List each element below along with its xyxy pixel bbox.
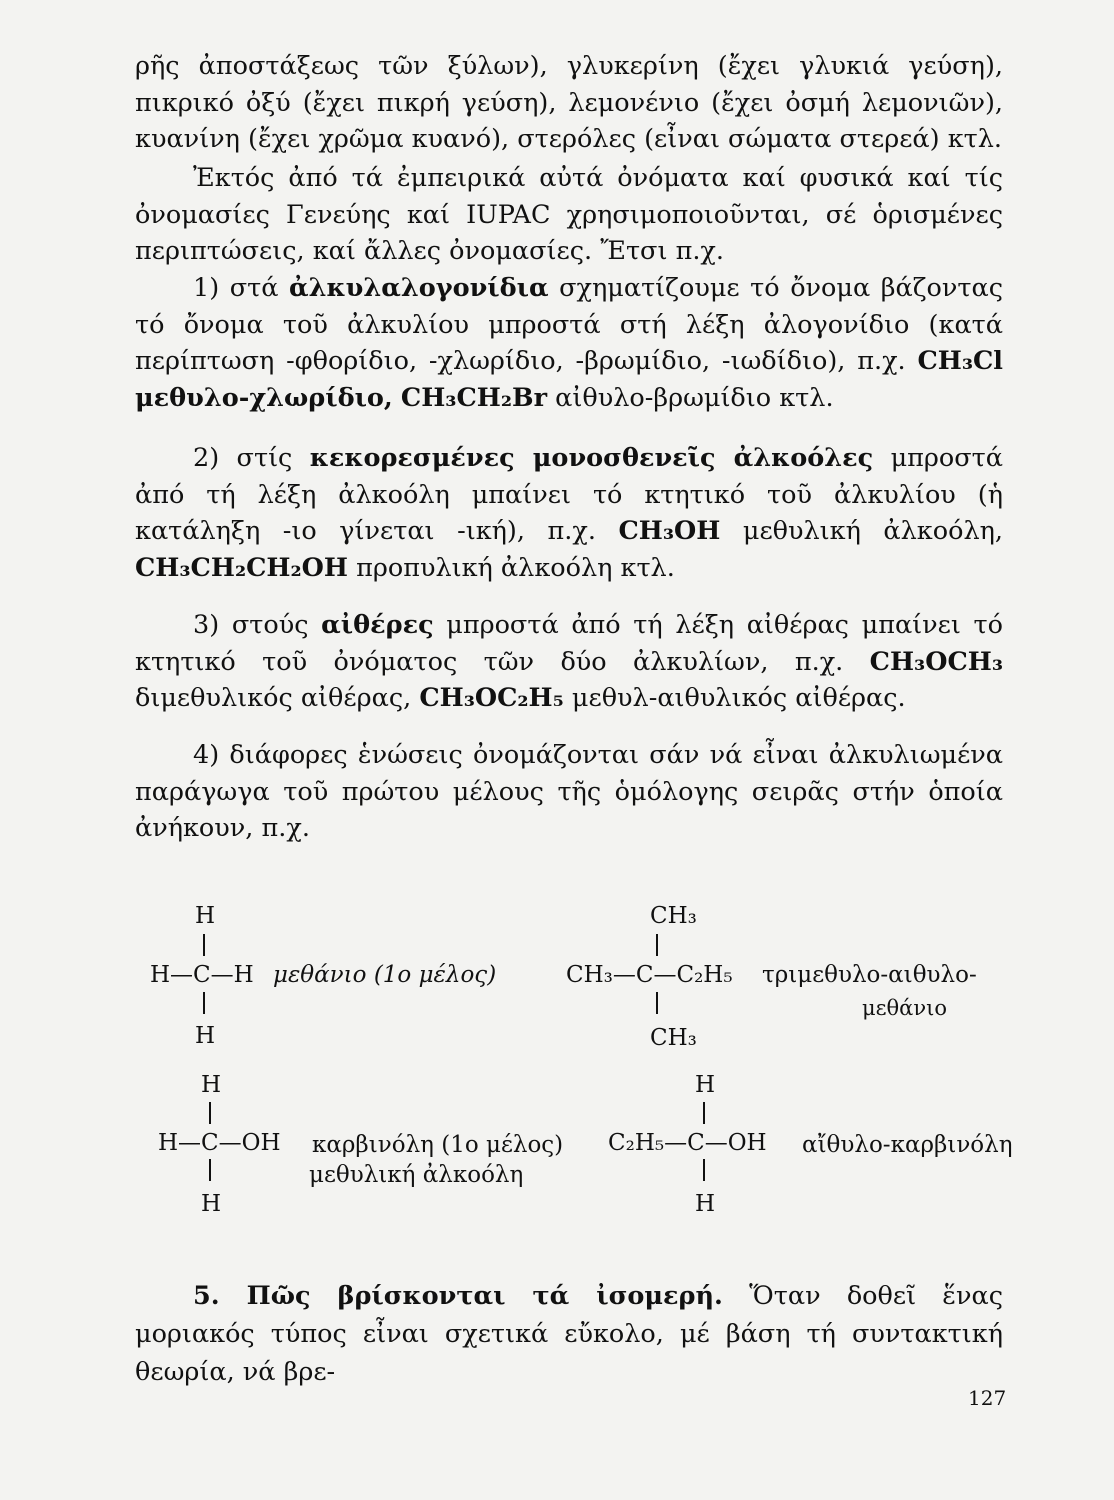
formula-dimethyl-ether: CH₃OCH₃	[869, 646, 1003, 677]
term-ethers: αἰθέρες	[321, 610, 434, 640]
paragraph-text: ρῆς ἀποστάξεως τῶν ξύλων), γλυκερίνη (ἔχει γλυκιά γεύση), πικρικό ὀξύ (ἔχει πικρή γεύση), λεμονένιο (ἔχει ὀσμή λεμονιῶν), κυανίνη (ἔχει χρῶμα κυανό), στερόλες (εἶναι σώματα στερεά) κτλ.	[135, 51, 1003, 154]
bond-line	[203, 934, 205, 956]
paragraph-continuation	[135, 48, 1003, 158]
item-alkylated-derivatives: 4) διάφορες ἑνώσεις ὀνομάζονται σάν νά εἶναι ἀλκυλιωμένα παράγωγα τοῦ πρώτου μέλους τῆς ὁμόλογης σειρᾶς στήν ὁποία ἀνήκουν, π.χ.	[135, 740, 1003, 843]
paragraph-text: Ἐκτός ἀπό τά ἐμπειρικά αὐτά ὀνόματα καί φυσικά καί τίς ὀνομασίες Γενεύης καί IUPAC χρησιμοποιοῦνται, σέ ὁρισμένες περιπτώσεις, καί ἄλλες ὀνομασίες. Ἔτσι π.χ.	[135, 163, 1003, 266]
item-ethers: 3) στούς αἰθέρες μπροστά ἀπό τή λέξη αἰθέρας μπαίνει τό κτητικό τοῦ ὀνόματος τῶν δύο ἀλκυλίων, π.χ. CH₃OCH₃ διμεθυλικός αἰθέρας, CH₃OC₂H₅ μεθυλ-αιθυλικός αἰθέρας.	[135, 610, 1003, 713]
book-page: ρῆς ἀποστάξεως τῶν ξύλων), γλυκερίνη (ἔχει γλυκιά γεύση), πικρικό ὀξύ (ἔχει πικρή γεύση), λεμονένιο (ἔχει ὀσμή λεμονιῶν), κυανίνη (ἔχει χρῶμα κυανό), στερόλες (εἶναι σώματα στερεά) κτλ. Ἐκτός ἀπό τά ἐμπειρικά αὐτά ὀνόματα καί φυσικά καί τίς ὀνομασίες Γενεύης καί IUPAC χρησιμοποιοῦνται, σέ ὁρισμένες περιπτώσεις, καί ἄλλες ὀνομασίες. Ἔτσι π.χ. 1) στά ἀλκυλαλογονίδια σχηματίζουμε τό ὄνομα βάζοντας τό ὄνομα τοῦ ἀλκυλίου μπροστά στή λέξη ἀλογονίδιο (κατά περίπτωση -φθορίδιο, -χλωρίδιο, -βρωμίδιο, -ιωδίδιο), π.χ. CH₃Cl μεθυλο-χλωρίδιο, CH₃CH₂Br αἰθυλο-βρωμίδιο κτλ. 2) στίς κεκορεσμένες μονοσθενεῖς ἀλκοόλες μπροστά ἀπό τή λέξη ἀλκοόλη μπαίνει τό κτητικό τοῦ ἀλκυλίου (ἡ κατάληξη -ιο γίνεται -ική), π.χ. CH₃OH μεθυλική ἀλκοόλη, CH₃CH₂CH₂OH προπυλική ἀλκοόλη κτλ. 3) στούς αἰθέρες μπροστά ἀπό τή λέξη αἰθέρας μπαίνει τό κτητικό τοῦ ὀνόματος τῶν δύο ἀλκυλίων, π.χ. CH₃OCH₃ διμεθυλικός αἰθέρας, CH₃OC₂H₅ μεθυλ-αιθυλικός αἰθέρας. 4) διάφορες ἑνώσεις ὀνομάζονται σάν νά εἶναι ἀλκυλιωμένα παράγωγα τοῦ πρώτου μέλους τῆς ὁμόλογης σειρᾶς στήν ὁποία ἀνήκουν, π.χ. H H—C—H μεθάνιο (1ο μέλος) H CH₃ CH₃—C—C₂H₅ τριμεθυλο-αιθυλο- μεθάνιο CH₃ H H—C—OH καρβινόλη (1ο μέλος) μεθυλική ἀλκοόλη H H C₂H₅—C—OH αἴθυλο-καρβινόλη H 5. Πῶς βρίσκονται τά ἰσομερή. Ὅταν δοθεῖ ἕνας μοριακός τύπος εἶναι σχετικά εὔκολο, μέ βάση τή συντακτική θεωρία, νά βρε- 127	[0, 0, 1114, 1500]
bond-line	[209, 1102, 211, 1124]
term-saturated-alcohols: κεκορεσμένες μονοσθενεῖς ἀλκοόλες	[309, 443, 874, 473]
formula-methyl-ethyl-ether: CH₃OC₂H₅	[419, 683, 564, 713]
formula-ch3oh: CH₃OH	[618, 516, 721, 546]
bond-line	[203, 992, 205, 1014]
section-text: Ὅταν δοθεῖ ἕνας μοριακός τύπος εἶναι σχετικά εὔκολο, μέ βάση τή συντακτική θεωρία, νά βρε-	[135, 1281, 1003, 1387]
bond-line	[209, 1159, 211, 1181]
section-title: 5. Πῶς βρίσκονται τά ἰσομερή.	[193, 1281, 723, 1311]
bond-line	[703, 1159, 705, 1181]
bond-line	[656, 992, 658, 1014]
term-alkyl-halides: ἀλκυλαλογονίδια	[289, 273, 549, 303]
bond-line	[656, 934, 658, 956]
bond-line	[703, 1102, 705, 1124]
item-alcohols: 2) στίς κεκορεσμένες μονοσθενεῖς ἀλκοόλες μπροστά ἀπό τή λέξη ἀλκοόλη μπαίνει τό κτητικό τοῦ ἀλκυλίου (ἡ κατάληξη -ιο γίνεται -ική), π.χ. CH₃OH μεθυλική ἀλκοόλη, CH₃CH₂CH₂OH προπυλική ἀλκοόλη κτλ.	[135, 443, 1004, 583]
paragraph-other-names	[135, 160, 1003, 270]
formula-ch3cl: CH₃Cl μεθυλο-χλωρίδιο,	[135, 346, 1003, 413]
formula-propanol: CH₃CH₂CH₂OH	[135, 552, 348, 583]
page-number: 127	[968, 1386, 1007, 1410]
formula-ch3ch2br: CH₃CH₂Br	[400, 382, 548, 413]
section-finding-isomers	[135, 1277, 1003, 1391]
item-alkyl-halides: 1) στά ἀλκυλαλογονίδια σχηματίζουμε τό ὄνομα βάζοντας τό ὄνομα τοῦ ἀλκυλίου μπροστά στή λέξη ἀλογονίδιο (κατά περίπτωση -φθορίδιο, -χλωρίδιο, -βρωμίδιο, -ιωδίδιο), π.χ. CH₃Cl μεθυλο-χλωρίδιο, CH₃CH₂Br αἰθυλο-βρωμίδιο κτλ.	[135, 273, 1003, 413]
